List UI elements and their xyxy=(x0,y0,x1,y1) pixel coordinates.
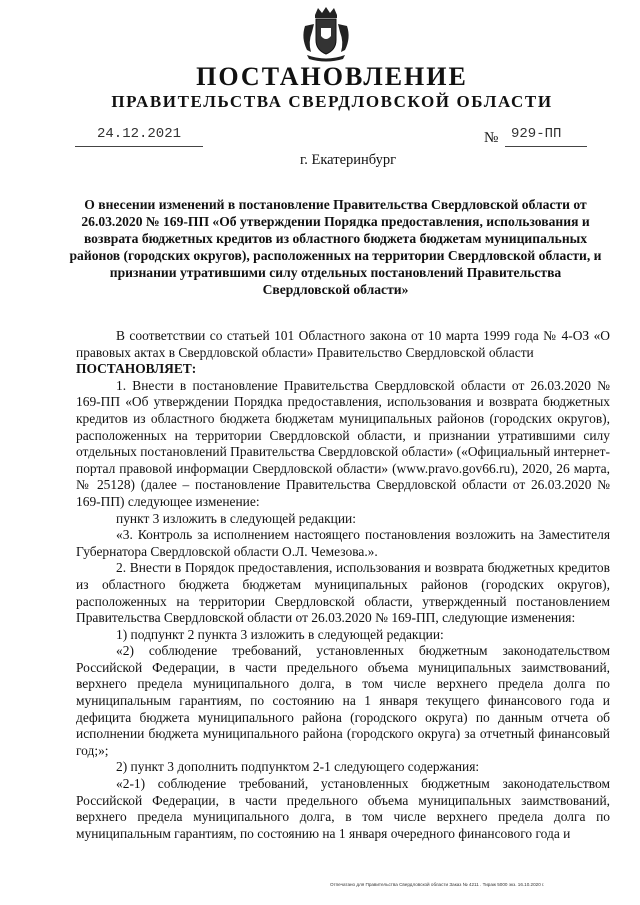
print-footer: Отпечатано для Правительства Свердловской области Заказ № 4211 . Тираж 5000 экз. 16.10.2020 г. xyxy=(330,882,545,887)
paragraph-7: 2) пункт 3 дополнить подпунктом 2-1 следующего содержания: xyxy=(116,759,480,775)
paragraph-5: 1) подпункт 2 пункта 3 изложить в следующей редакции: xyxy=(116,626,444,642)
decree-word: ПОСТАНОВЛЯЕТ: xyxy=(76,361,197,377)
paragraph-2: пункт 3 изложить в следующей редакции: xyxy=(116,510,356,526)
city: г. Екатеринбург xyxy=(299,152,397,168)
document-subtitle: ПРАВИТЕЛЬСТВА СВЕРДЛОВСКОЙ ОБЛАСТИ xyxy=(111,92,553,111)
document-date: 24.12.2021 xyxy=(75,126,203,147)
paragraph-6: «2) соблюдение требований, установленных бюджетным законодательством Российской Федерации, в части предельного объема муниципальных заимствований, верхнего предела муниципального долга, в том числе верхнего предела долга по муниципальным гарантиям, по состоянию на 1 января текущего финансового года и дефицита бюджета муниципального района (городского округа) по данным отчета об исполнении бюджета муниципального района (городского округа) за отчетный финансовый год;»; xyxy=(76,643,610,758)
document-body xyxy=(76,328,610,842)
document-title: ПОСТАНОВЛЕНИЕ xyxy=(196,62,468,91)
paragraph-3: «3. Контроль за исполнением настоящего постановления возложить на Заместителя Губернатора Свердловской области О.Л. Чемезова.». xyxy=(76,527,610,559)
paragraph-1: 1. Внести в постановление Правительства Свердловской области от 26.03.2020 № 169-ПП «Об утверждении Порядка предоставления, использования и возврата бюджетных кредитов из областного бюджета бюджетам муниципальных районов (городских округов), расположенных на территории Свердловской области, и признании утратившими силу отдельных постановлений Правительства Свердловской области» («Официальный интернет-портал правовой информации Свердловской области» (www.pravo.gov66.ru), 2020, 26 марта, № 25128) (далее – постановление Правительства Свердловской области от 26.03.2020 № 169-ПП) следующее изменение: xyxy=(76,377,610,509)
document-number: 929-ПП xyxy=(505,126,587,147)
number-sign: № xyxy=(484,130,499,146)
paragraph-4: 2. Внести в Порядок предоставления, использования и возврата бюджетных кредитов из областного бюджета бюджетам муниципальных районов (городских округов), расположенных на территории Свердловской области, утвержденный постановлением Правительства Свердловской области от 26.03.2020 № 169-ПП, следующие изменения: xyxy=(76,560,610,626)
intro-paragraph: В соответствии со статьей 101 Областного закона от 10 марта 1999 года № 4-ОЗ «О правовых актах в Свердловской области» Правительство Свердловской области xyxy=(76,328,610,360)
document-heading: О внесении изменений в постановление Правительства Свердловской области от 26.03.2020 № 169-ПП «Об утверждении Порядка предоставления, использования и возврата бюджетных кредитов из областного бюджета бюджетам муниципальных районов (городских округов), расположенных на территории Свердловской области, и признании утратившими силу отдельных постановлений Правительства Свердловской области» xyxy=(69,197,602,297)
paragraph-8: «2-1) соблюдение требований, установленных бюджетным законодательством Российской Федерации, в части предельного объема муниципальных заимствований, верхнего предела муниципального долга, в том числе верхнего предела долга по муниципальным гарантиям, по состоянию на 1 января очередного финансового года и xyxy=(76,776,610,841)
coat-of-arms-icon xyxy=(299,6,353,64)
